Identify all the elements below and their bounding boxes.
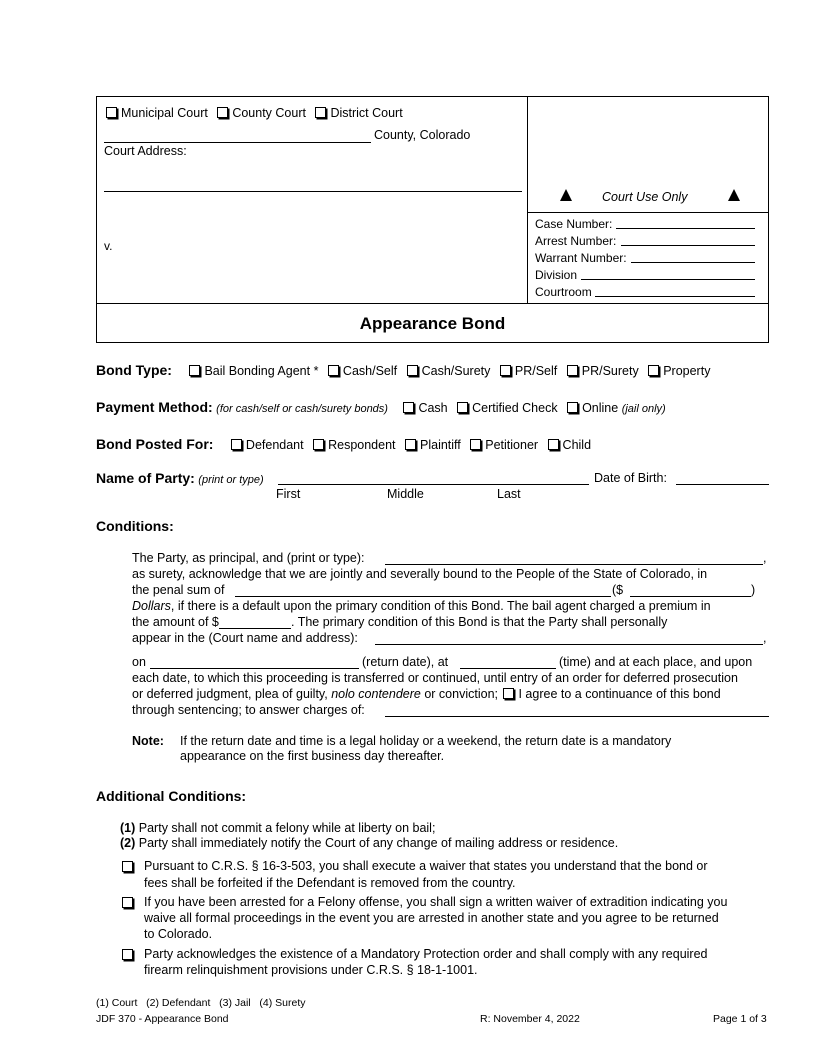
extradition-checkbox-wrap bbox=[122, 896, 137, 910]
courtroom-field[interactable] bbox=[595, 285, 755, 297]
charges-field[interactable] bbox=[385, 716, 769, 717]
penal-sum-label: the penal sum of bbox=[132, 583, 225, 597]
first-name-sublabel: First bbox=[276, 487, 301, 501]
pr-self-label: PR/Self bbox=[514, 364, 558, 378]
return-time-field[interactable] bbox=[460, 668, 556, 669]
charges-label: through sentencing; to answer charges of: bbox=[132, 703, 365, 717]
cash-surety-checkbox[interactable] bbox=[407, 365, 418, 376]
list-item: (2) Party shall immediately notify the Court of any change of mailing address or residence. bbox=[120, 836, 619, 850]
last-name-sublabel: Last bbox=[497, 487, 521, 501]
cash-self-label: Cash/Self bbox=[342, 364, 398, 378]
property-label: Property bbox=[663, 364, 711, 378]
cash-checkbox[interactable] bbox=[403, 402, 414, 413]
petitioner-label: Petitioner bbox=[485, 438, 539, 452]
respondent-label: Respondent bbox=[328, 438, 396, 452]
name-of-party-label: Name of Party: bbox=[96, 470, 195, 486]
payment-method-row bbox=[96, 399, 666, 415]
page-title: Appearance Bond bbox=[359, 314, 506, 333]
continuance-label: I agree to a continuance of this bond bbox=[518, 687, 721, 701]
court-info-box bbox=[96, 96, 528, 304]
cash-label: Cash bbox=[418, 401, 448, 415]
continuance-text: each date, to which this proceeding is transferred or continued, until entry of an order for deferred prosecution bbox=[132, 671, 738, 685]
county-name-line[interactable] bbox=[104, 142, 371, 143]
respondent-checkbox[interactable] bbox=[313, 439, 324, 450]
division-field[interactable] bbox=[581, 268, 755, 280]
note-text-line1: If the return date and time is a legal holiday or a weekend, the return date is a mandatory bbox=[180, 734, 672, 748]
party-name-field[interactable] bbox=[278, 484, 589, 485]
arrest-number-field[interactable] bbox=[621, 234, 755, 246]
bond-type-row bbox=[96, 362, 710, 378]
penal-sum-words-field[interactable] bbox=[235, 596, 611, 597]
additional-conditions-heading: Additional Conditions: bbox=[96, 788, 247, 804]
primary-condition-text: . The primary condition of this Bond is that the Party shall personally bbox=[291, 615, 668, 629]
surety-acknowledgment-text: as surety, acknowledge that we are jointly and severally bound to the People of the State of Colorado, in bbox=[132, 567, 708, 581]
county-court-checkbox[interactable] bbox=[217, 107, 228, 118]
waiver-text-line2: fees shall be forfeited if the Defendant is removed from the country. bbox=[144, 876, 516, 890]
case-number-label: Case Number: bbox=[535, 217, 613, 231]
pr-self-checkbox[interactable] bbox=[500, 365, 511, 376]
court-use-only-label: Court Use Only bbox=[602, 190, 688, 204]
dob-field[interactable] bbox=[676, 484, 769, 485]
court-name-address-label: appear in the (Court name and address): bbox=[132, 631, 358, 645]
case-number-row bbox=[535, 217, 612, 231]
district-court-label: District Court bbox=[330, 106, 403, 120]
certified-check-checkbox[interactable] bbox=[457, 402, 468, 413]
extradition-text-line1: If you have been arrested for a Felony offense, you shall sign a written waiver of extradition indicating you bbox=[144, 895, 728, 909]
arrest-number-row bbox=[535, 234, 616, 248]
note-label: Note: bbox=[132, 734, 164, 748]
cash-surety-label: Cash/Surety bbox=[421, 364, 491, 378]
defendant-label: Defendant bbox=[245, 438, 304, 452]
return-time-label: (time) and at each place, and upon bbox=[559, 655, 753, 669]
district-court-checkbox[interactable] bbox=[315, 107, 326, 118]
waiver-text-line1: Pursuant to C.R.S. § 16-3-503, you shall execute a waiver that states you understand that the bond or bbox=[144, 859, 708, 873]
child-checkbox[interactable] bbox=[548, 439, 559, 450]
division-label: Division bbox=[535, 268, 578, 282]
title-box bbox=[96, 303, 769, 343]
defendant-checkbox[interactable] bbox=[231, 439, 242, 450]
warrant-number-row bbox=[535, 251, 627, 265]
protection-order-text-line2: firearm relinquishment provisions under C.R.S. § 18-1-1001. bbox=[144, 963, 478, 977]
bond-type-label: Bond Type: bbox=[96, 362, 172, 378]
case-info-box bbox=[527, 212, 769, 304]
payment-method-label: Payment Method: bbox=[96, 399, 213, 415]
extradition-checkbox[interactable] bbox=[122, 897, 133, 908]
court-type-row bbox=[106, 106, 403, 120]
return-date-field[interactable] bbox=[150, 668, 359, 669]
pr-surety-checkbox[interactable] bbox=[567, 365, 578, 376]
protection-order-checkbox-wrap bbox=[122, 948, 137, 962]
waiver-checkbox[interactable] bbox=[122, 861, 133, 872]
distribution-list: (1) Court (2) Defendant (3) Jail (4) Surety bbox=[96, 997, 306, 1009]
case-number-field[interactable] bbox=[616, 217, 755, 229]
premium-amount-label: the amount of $ bbox=[132, 615, 219, 629]
bond-posted-for-label: Bond Posted For: bbox=[96, 436, 214, 452]
bail-bonding-agent-label: Bail Bonding Agent * bbox=[204, 364, 319, 378]
name-of-party-row bbox=[96, 470, 264, 486]
conditions-heading: Conditions: bbox=[96, 518, 174, 534]
protection-order-text-line1: Party acknowledges the existence of a Mandatory Protection order and shall comply with any required bbox=[144, 947, 708, 961]
plaintiff-label: Plaintiff bbox=[420, 438, 461, 452]
surety-line-label: The Party, as principal, and (print or type): bbox=[132, 551, 365, 565]
division-row bbox=[535, 268, 577, 282]
penal-sum-amount-field[interactable] bbox=[630, 596, 751, 597]
return-date-label: (return date), at bbox=[362, 655, 449, 669]
payment-method-note: (for cash/self or cash/surety bonds) bbox=[216, 403, 388, 415]
petitioner-checkbox[interactable] bbox=[470, 439, 481, 450]
list-item: (1) Party shall not commit a felony while at liberty on bail; bbox=[120, 821, 436, 835]
municipal-court-checkbox[interactable] bbox=[106, 107, 117, 118]
court-name-address-field[interactable] bbox=[375, 644, 763, 645]
page-number: Page 1 of 3 bbox=[713, 1013, 767, 1025]
property-checkbox[interactable] bbox=[648, 365, 659, 376]
online-note: (jail only) bbox=[621, 403, 666, 415]
bond-posted-for-row bbox=[96, 436, 591, 452]
form-id: JDF 370 - Appearance Bond bbox=[96, 1013, 229, 1025]
note-text-line2: appearance on the first business day thereafter. bbox=[180, 749, 445, 763]
bail-bonding-agent-checkbox[interactable] bbox=[189, 365, 200, 376]
on-label: on bbox=[132, 655, 146, 669]
court-address-label: Court Address: bbox=[104, 144, 187, 158]
up-triangle-icon bbox=[728, 189, 740, 204]
municipal-court-label: Municipal Court bbox=[121, 106, 208, 120]
name-of-party-note: (print or type) bbox=[198, 474, 264, 486]
continuance-checkbox[interactable] bbox=[503, 688, 514, 699]
premium-amount-field[interactable] bbox=[219, 628, 291, 629]
online-checkbox[interactable] bbox=[567, 402, 578, 413]
up-triangle-icon bbox=[560, 189, 572, 204]
extradition-text-line2: waive all formal proceedings in the event you are arrested in another state and you agree to be returned bbox=[144, 911, 719, 925]
dob-label: Date of Birth: bbox=[594, 471, 667, 485]
court-address-line[interactable] bbox=[104, 191, 522, 192]
certified-check-label: Certified Check bbox=[472, 401, 558, 415]
pr-surety-label: PR/Surety bbox=[581, 364, 639, 378]
versus-label: v. bbox=[104, 239, 113, 253]
courtroom-row bbox=[535, 285, 592, 299]
warrant-number-label: Warrant Number: bbox=[535, 251, 627, 265]
warrant-number-field[interactable] bbox=[631, 251, 755, 263]
penal-sum-dollar-label: ($ bbox=[612, 583, 624, 597]
revision-date: R: November 4, 2022 bbox=[480, 1013, 580, 1025]
county-court-label: County Court bbox=[232, 106, 306, 120]
arrest-number-label: Arrest Number: bbox=[535, 234, 617, 248]
plea-text-row: or deferred judgment, plea of guilty, nolo contendere or conviction; I agree to a continuance of this bond bbox=[132, 687, 721, 701]
middle-name-sublabel: Middle bbox=[387, 487, 424, 501]
county-suffix: County, Colorado bbox=[374, 128, 471, 142]
plaintiff-checkbox[interactable] bbox=[405, 439, 416, 450]
court-use-only-box bbox=[527, 96, 769, 213]
waiver-checkbox-wrap bbox=[122, 860, 137, 874]
cash-self-checkbox[interactable] bbox=[328, 365, 339, 376]
premium-text: Dollars, if there is a default upon the primary condition of this Bond. The bail agent charged a premium in bbox=[132, 599, 711, 613]
protection-order-checkbox[interactable] bbox=[122, 949, 133, 960]
online-label: Online bbox=[582, 401, 619, 415]
courtroom-label: Courtroom bbox=[535, 285, 592, 299]
child-label: Child bbox=[562, 438, 592, 452]
surety-name-field[interactable] bbox=[385, 564, 763, 565]
extradition-text-line3: to Colorado. bbox=[144, 927, 213, 941]
